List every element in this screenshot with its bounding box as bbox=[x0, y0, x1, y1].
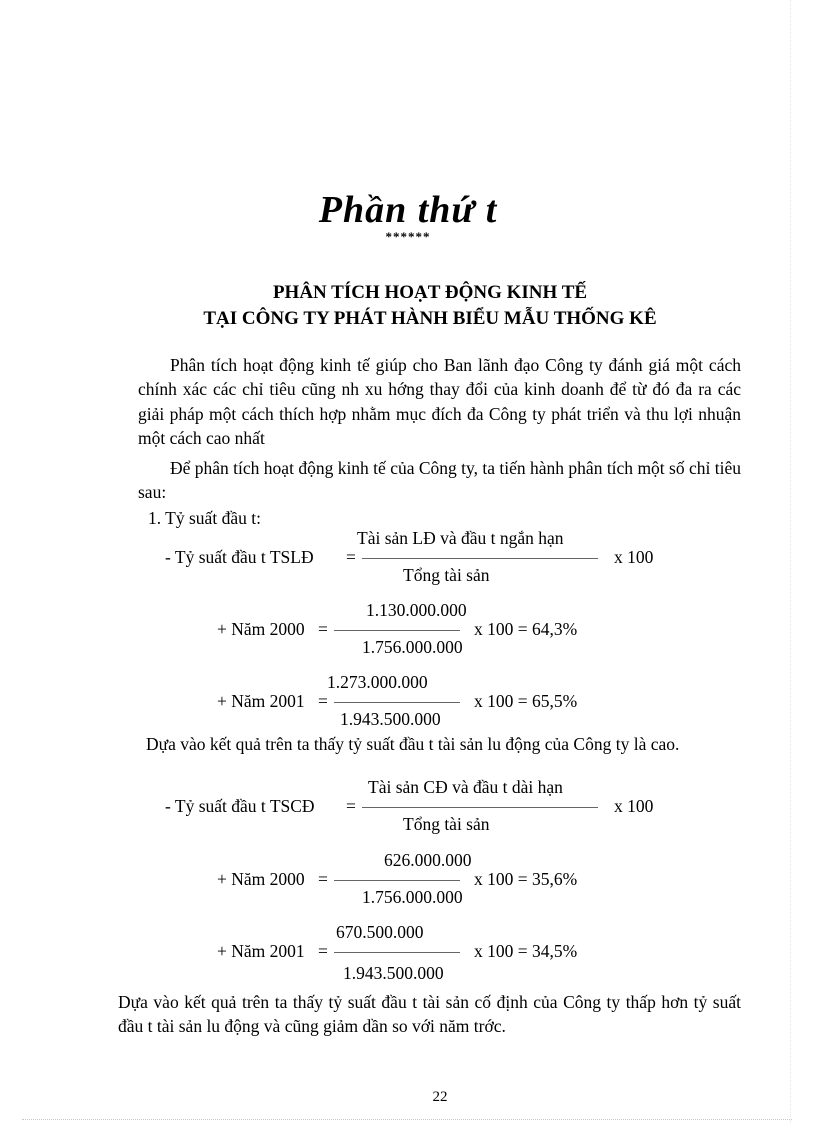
calc-denominator: 1.756.000.000 bbox=[362, 887, 463, 907]
formula-numerator: Tài sản CĐ và đầu t dài hạn bbox=[368, 777, 563, 797]
calc-result: x 100 = 64,3% bbox=[474, 619, 578, 639]
calc-equals: = bbox=[318, 869, 328, 889]
page-bottom-edge bbox=[22, 1119, 792, 1120]
intro-paragraph: Phân tích hoạt động kinh tế giúp cho Ban lãnh đạo Công ty đánh giá một cách chính xác các chỉ tiêu cũng nh xu hớng thay đổi của kinh doanh để từ đó đa ra các giải pháp một cách thích hợp nhằm mục đích đa Công ty phát triển và thu lợi nhuận một cách cao nhất bbox=[138, 355, 741, 448]
calc-result: x 100 = 34,5% bbox=[474, 941, 578, 961]
formula-denominator: Tổng tài sản bbox=[403, 565, 490, 585]
calc-denominator: 1.756.000.000 bbox=[362, 637, 463, 657]
calc-label: + Năm 2001 bbox=[217, 941, 305, 961]
calc-equals: = bbox=[318, 619, 328, 639]
tscd-conclusion: Dựa vào kết quả trên ta thấy tỷ suất đầu t tài sản cố định của Công ty thấp hơn tỷ suất đầu t tài sản lu động và cũng giảm dần so với năm trớc. bbox=[118, 992, 741, 1037]
formula-denominator: Tổng tài sản bbox=[403, 814, 490, 834]
formula-numerator: Tài sản LĐ và đầu t ngắn hạn bbox=[357, 528, 564, 548]
second-paragraph: Để phân tích hoạt động kinh tế của Công ty, ta tiến hành phân tích một số chỉ tiêu sau: bbox=[138, 458, 741, 503]
calc-numerator: 670.500.000 bbox=[336, 922, 424, 942]
calc-equals: = bbox=[318, 941, 328, 961]
section-heading-line-1: PHÂN TÍCH HOẠT ĐỘNG KINH TẾ bbox=[272, 282, 588, 303]
section-heading-line-2: TẠI CÔNG TY PHÁT HÀNH BIỂU MẪU THỐNG KÊ bbox=[203, 308, 657, 329]
fraction-bar bbox=[334, 630, 460, 631]
page-number: 22 bbox=[432, 1089, 448, 1105]
calc-denominator: 1.943.500.000 bbox=[340, 709, 441, 729]
formula-multiplier: x 100 bbox=[614, 796, 654, 816]
calc-numerator: 626.000.000 bbox=[384, 850, 472, 870]
formula-equals: = bbox=[346, 796, 356, 816]
section-1-label: 1. Tỷ suất đầu t: bbox=[148, 508, 261, 528]
formula-label: - Tỷ suất đầu t TSCĐ bbox=[165, 796, 315, 816]
calc-result: x 100 = 65,5% bbox=[474, 691, 578, 711]
chapter-title: Phần thứ t bbox=[318, 189, 498, 231]
calc-numerator: 1.130.000.000 bbox=[366, 600, 467, 620]
tsld-conclusion: Dựa vào kết quả trên ta thấy tỷ suất đầu t tài sản lu động của Công ty là cao. bbox=[146, 734, 680, 754]
calc-result: x 100 = 35,6% bbox=[474, 869, 578, 889]
fraction-bar bbox=[334, 880, 460, 881]
formula-label: - Tỷ suất đầu t TSLĐ bbox=[165, 547, 314, 567]
formula-multiplier: x 100 bbox=[614, 547, 654, 567]
calc-numerator: 1.273.000.000 bbox=[327, 672, 428, 692]
formula-equals: = bbox=[346, 547, 356, 567]
fraction-bar bbox=[334, 702, 460, 703]
fraction-bar bbox=[334, 952, 460, 953]
fraction-bar bbox=[362, 558, 598, 559]
calc-label: + Năm 2000 bbox=[217, 869, 305, 889]
calc-equals: = bbox=[318, 691, 328, 711]
calc-denominator: 1.943.500.000 bbox=[343, 963, 444, 983]
calc-label: + Năm 2000 bbox=[217, 619, 305, 639]
calc-label: + Năm 2001 bbox=[217, 691, 305, 711]
page-edge bbox=[790, 0, 791, 1123]
fraction-bar bbox=[362, 807, 598, 808]
chapter-ornament: ****** bbox=[385, 229, 431, 244]
